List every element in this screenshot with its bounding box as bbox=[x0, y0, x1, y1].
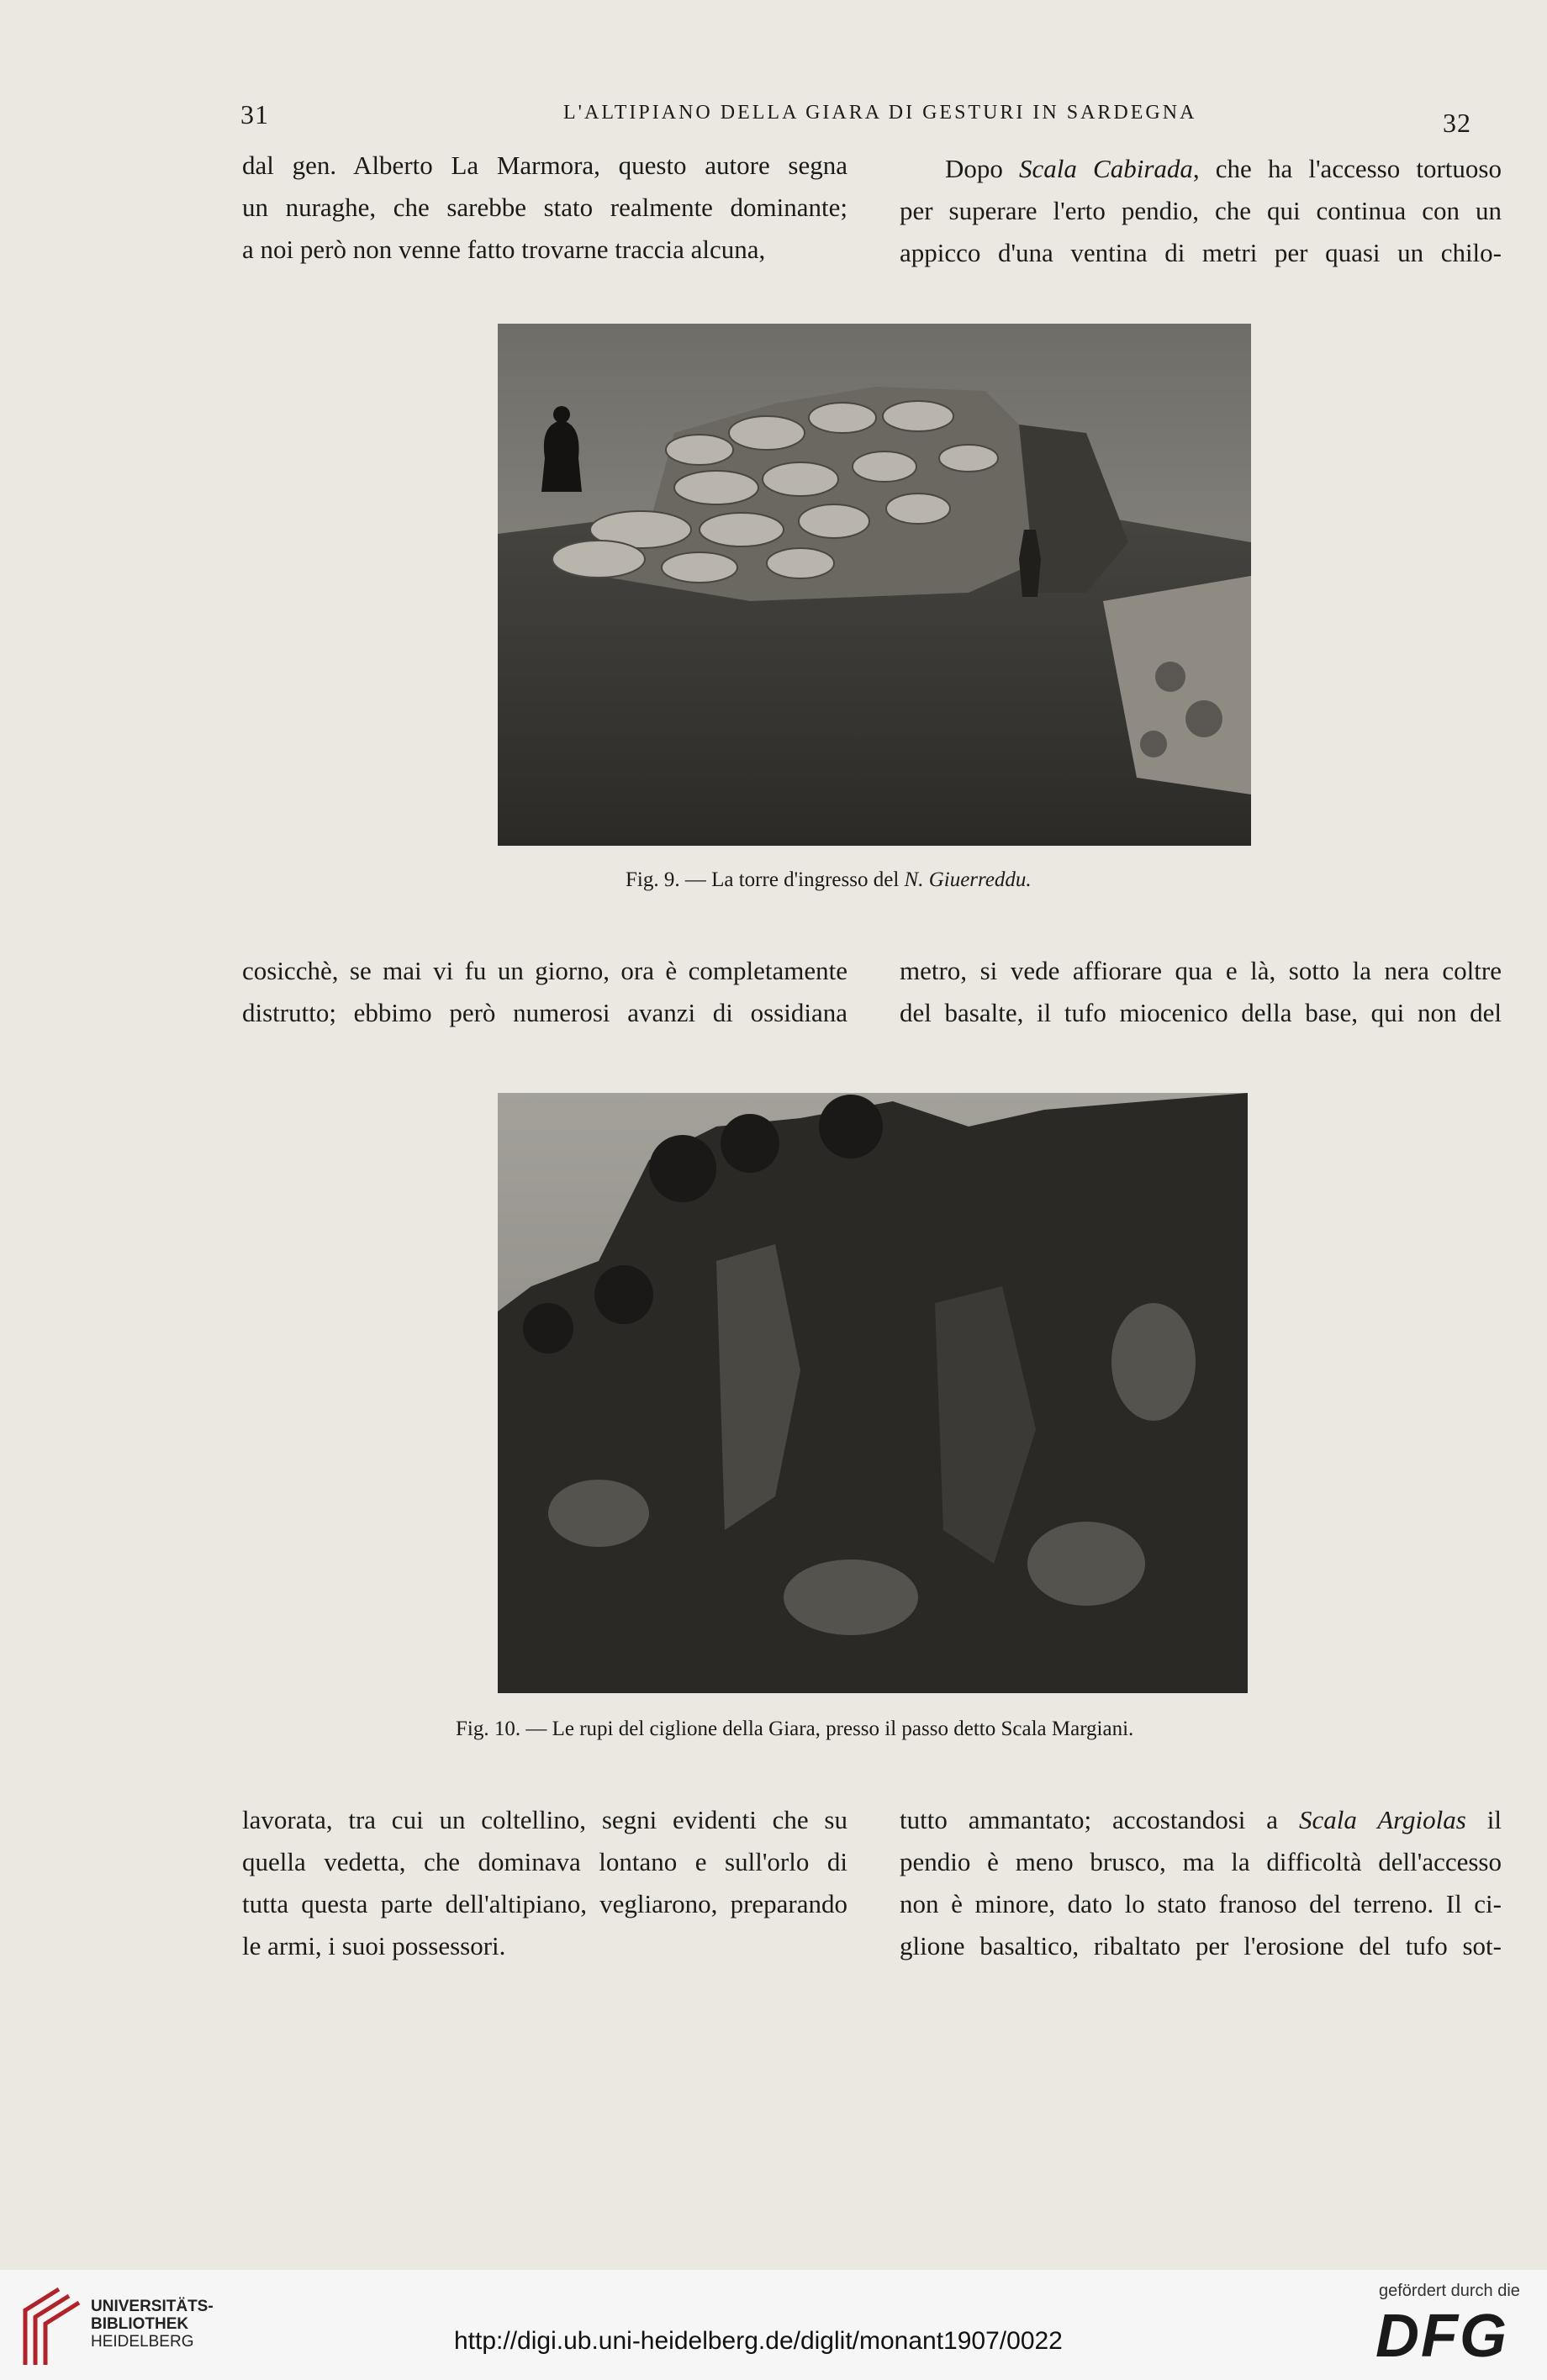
text-line: a noi però non venne fatto trovarne traccia alcuna, bbox=[242, 235, 766, 264]
text-line: pendio è meno brusco, ma la difficoltà dell'accesso bbox=[900, 1847, 1502, 1876]
bottom-right-column bbox=[900, 1799, 1502, 1967]
text-line: metro, si vede affiorare qua e là, sotto la nera coltre bbox=[900, 956, 1502, 985]
figure-10-caption: Fig. 10. — Le rupi del ciglione della Giara, presso il passo detto Scala Margiani. bbox=[456, 1718, 1134, 1740]
figure-9-photo bbox=[498, 324, 1251, 846]
text-line: tutto ammantato; accostandosi a Scala Argiolas il bbox=[900, 1805, 1502, 1834]
bottom-left-column bbox=[242, 1799, 847, 1967]
source-url-link[interactable]: http://digi.ub.uni-heidelberg.de/diglit/monant1907/0022 bbox=[454, 2327, 1063, 2355]
figure-9-caption: Fig. 9. — La torre d'ingresso del N. Giuerreddu. bbox=[626, 868, 1032, 891]
funding-caption: gefördert durch die bbox=[1379, 2282, 1520, 2300]
text-line: quella vedetta, che dominava lontano e sull'orlo di bbox=[242, 1847, 847, 1876]
text-line: del basalte, il tufo miocenico della base, qui non del bbox=[900, 998, 1502, 1027]
text-line: lavorata, tra cui un coltellino, segni evidenti che su bbox=[242, 1805, 847, 1834]
library-logo-icon bbox=[17, 2285, 84, 2373]
text-line: tutta questa parte dell'altipiano, vegliarono, preparando bbox=[242, 1889, 847, 1918]
text-line: le armi, i suoi possessori. bbox=[242, 1931, 506, 1960]
middle-right-column bbox=[900, 950, 1502, 1034]
text-line: appicco d'una ventina di metri per quasi un chilo- bbox=[900, 238, 1502, 267]
text-line: per superare l'erto pendio, che qui continua con un bbox=[900, 196, 1502, 225]
page-number-left: 31 bbox=[240, 99, 269, 129]
running-title: L'ALTIPIANO DELLA GIARA DI GESTURI IN SARDEGNA bbox=[563, 102, 1197, 124]
text-line: glione basaltico, ribaltato per l'erosione del tufo sot- bbox=[900, 1931, 1502, 1960]
top-left-column bbox=[242, 145, 847, 271]
figure-10-photo bbox=[498, 1093, 1248, 1693]
middle-left-column bbox=[242, 950, 847, 1034]
text-line: distrutto; ebbimo però numerosi avanzi di ossidiana bbox=[242, 998, 847, 1027]
top-right-column bbox=[900, 148, 1502, 274]
text-line: non è minore, dato lo stato franoso del terreno. Il ci- bbox=[900, 1889, 1502, 1918]
text-line: cosicchè, se mai vi fu un giorno, ora è completamente bbox=[242, 956, 847, 985]
page-number-right: 32 bbox=[1443, 108, 1471, 138]
library-name: UNIVERSITÄTS- BIBLIOTHEK HEIDELBERG bbox=[91, 2298, 214, 2351]
text-line: Dopo Scala Cabirada, che ha l'accesso tortuoso bbox=[945, 154, 1502, 183]
footer-bar bbox=[0, 2270, 1547, 2380]
dfg-logo: DFG bbox=[1375, 2303, 1508, 2370]
text-line: un nuraghe, che sarebbe stato realmente dominante; bbox=[242, 193, 847, 222]
text-line: dal gen. Alberto La Marmora, questo autore segna bbox=[242, 150, 847, 180]
